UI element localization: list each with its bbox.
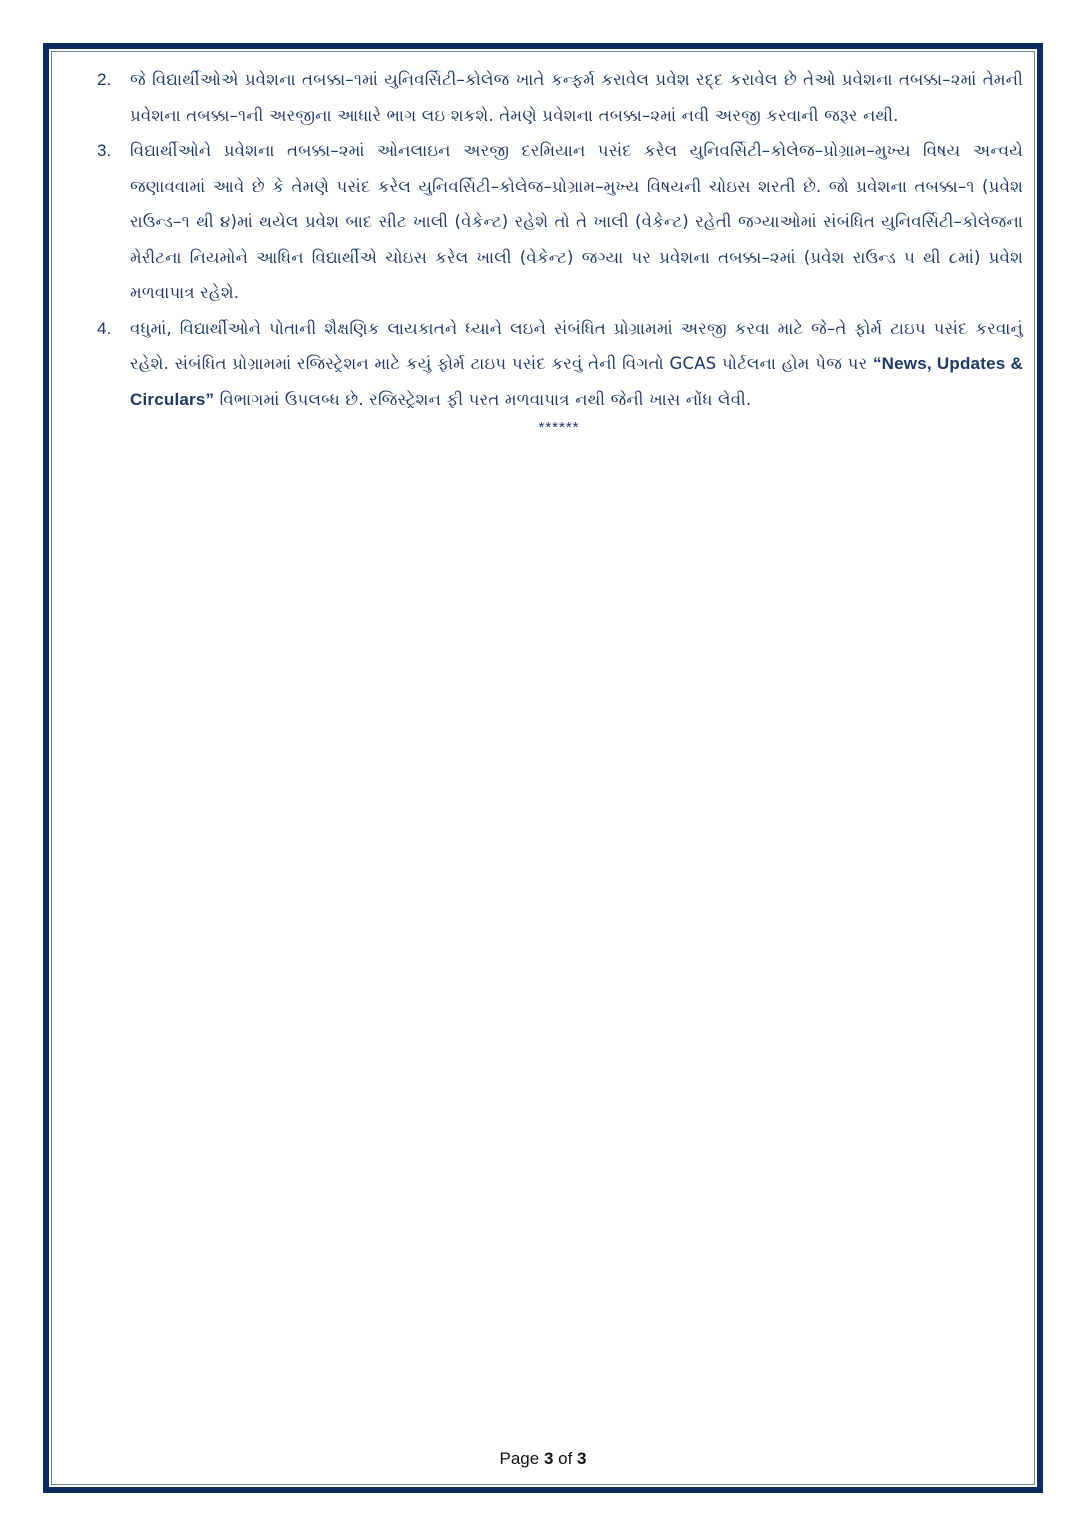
list-item	[95, 311, 1023, 418]
page-of-label: of	[553, 1449, 578, 1468]
list-item-number: 2.	[97, 70, 112, 89]
list-item-text	[130, 311, 1023, 418]
current-page: 3	[543, 1449, 554, 1468]
document-body	[95, 62, 1023, 436]
list-item-text: વિદ્યાર્થીઓને પ્રવેશના તબક્કા–૨માં ઓનલાઇન અરજી દરમિયાન પસંદ કરેલ યુનિવર્સિટી–કોલેજ–પ્રોગ્રામ–મુખ્ય વિષય અન્વયે જણાવવામાં આવે છે કે તેમણે પસંદ કરેલ યુનિવર્સિટી–કોલેજ–પ્રોગ્રામ–મુખ્ય વિષયની ચોઇસ શરતી છે. જો પ્રવેશના તબક્કા–૧ (પ્રવેશ રાઉન્ડ–૧ થી ૪)માં થયેલ પ્રવેશ બાદ સીટ ખાલી (વેકેન્ટ) રહેશે તો તે ખાલી (વેકેન્ટ) રહેતી જગ્યાઓમાં સંબંધિત યુનિવર્સિટી–કોલેજના મેરીટના નિયમોને આધિન વિદ્યાર્થીએ ચોઇસ કરેલ ખાલી (વેકેન્ટ) જગ્યા પર પ્રવેશના તબક્કા–૨માં (પ્રવેશ રાઉન્ડ ૫ થી ૮માં) પ્રવેશ મળવાપાત્ર રહેશે.	[130, 141, 1023, 302]
list-item-number: 3.	[97, 141, 112, 160]
list-item-number: 4.	[97, 318, 112, 338]
page-number-footer	[0, 1449, 1086, 1469]
section-name-bold: “News, Updates & Circulars”	[130, 354, 1023, 409]
list-item-text: જે વિદ્યાર્થીઓએ પ્રવેશના તબક્કા–૧માં યુનિવર્સિટી–કોલેજ ખાતે કન્ફર્મ કરાવેલ પ્રવેશ રદ્દ કરાવેલ છે તેઓ પ્રવેશના તબક્કા–૨માં તેમની પ્રવેશના તબક્કા–૧ની અરજીના આધારે ભાગ લઇ શકશે. તેમણે પ્રવેશના તબક્કા–૨માં નવી અરજી કરવાની જરૂર નથી.	[130, 70, 1023, 125]
total-pages: 3	[577, 1449, 587, 1468]
list-item	[95, 62, 1023, 133]
text-segment: વિભાગમાં ઉપલબ્ધ છે. રજિસ્ટ્રેશન ફી પરત મળવાપાત્ર નથી જેની ખાસ નોંધ લેવી.	[214, 389, 752, 409]
text-segment: વધુમાં, વિદ્યાર્થીઓને પોતાની શૈક્ષણિક લાયકાતને ધ્યાને લઇને સંબંધિત પ્રોગ્રામમાં અરજી કરવા માટે જે–તે ફોર્મ ટાઇપ પસંદ કરવાનું રહેશે. સંબંધિત પ્રોગ્રામમાં રજિસ્ટ્રેશન માટે કયું ફોર્મ ટાઇપ પસંદ કરવું તેની વિગતો GCAS પોર્ટલના હોમ પેજ પર	[130, 318, 1023, 373]
end-marker: ******	[538, 419, 580, 436]
numbered-list	[95, 62, 1023, 417]
list-item	[95, 133, 1023, 311]
page-label: Page	[499, 1449, 544, 1468]
